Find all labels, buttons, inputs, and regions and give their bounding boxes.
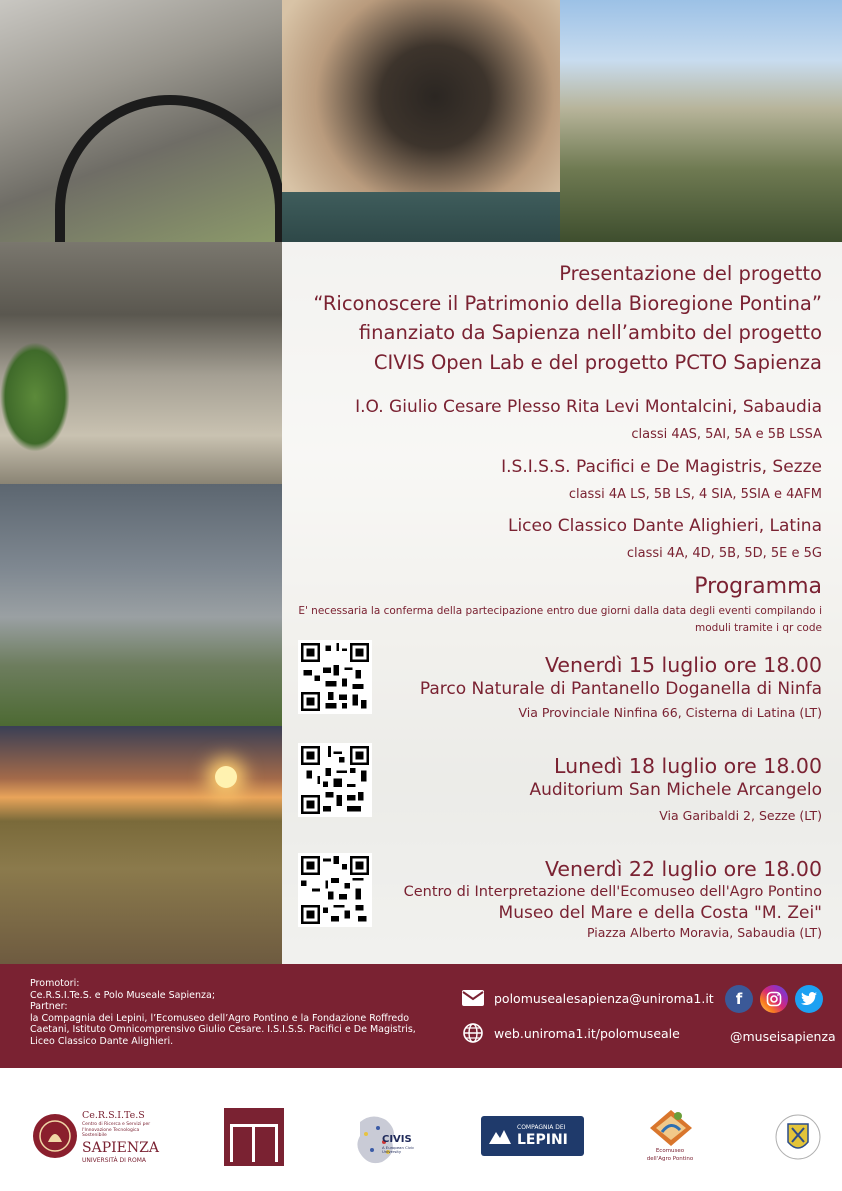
photo-misty-mountains (0, 484, 282, 726)
title-line: CIVIS Open Lab e del progetto PCTO Sapienza (373, 350, 822, 374)
partner-logos (0, 1068, 842, 1191)
school-pacifici (501, 455, 822, 505)
civis-subtitle: A European Civic University (382, 1145, 415, 1155)
school-name: I.S.I.S.S. Pacifici e De Magistris, Sezze (501, 457, 822, 477)
title-line: Presentazione del progetto (559, 262, 822, 285)
twitter-bird-glyph (801, 992, 817, 1006)
school-classes: classi 4AS, 5AI, 5A e 5B LSSA (631, 427, 822, 442)
photo-cave-interior (0, 242, 282, 484)
globe-icon (462, 1022, 484, 1044)
ecomuseo-text-2: dell'Agro Pontino (646, 1156, 694, 1162)
school-giulio-cesare (355, 395, 822, 445)
event-date: Lunedì 18 luglio ore 18.00 (554, 754, 822, 778)
event-date: Venerdì 22 luglio ore 18.00 (544, 857, 822, 881)
instagram-icon[interactable] (760, 985, 788, 1013)
event-address: Piazza Alberto Moravia, Sabaudia (LT) (587, 925, 822, 940)
logo-polo-museale (224, 1108, 284, 1166)
qr-code-event-3[interactable] (298, 853, 372, 927)
logo-fondazione-caetani (774, 1108, 822, 1166)
sapienza-subtitle: UNIVERSITÀ DI ROMA (82, 1157, 146, 1164)
footer-credits (30, 978, 440, 1048)
water-shape (282, 192, 560, 242)
logo-civis (352, 1112, 432, 1166)
plant-shape (0, 342, 70, 452)
event-place: Auditorium San Michele Arcangelo (529, 780, 822, 800)
mountains-icon (489, 1126, 511, 1146)
event-place: Parco Naturale di Pantanello Doganella di Ninfa (419, 679, 822, 699)
event-date: Venerdì 15 luglio ore 18.00 (544, 653, 822, 677)
school-classes: classi 4A LS, 5B LS, 4 SIA, 5SIA e 4AFM (568, 487, 822, 502)
event-1 (420, 652, 822, 722)
title-line: “Riconoscere il Patrimonio della Bioregione Pontina” (313, 291, 822, 315)
school-name: Liceo Classico Dante Alighieri, Latina (507, 516, 822, 536)
cersites-name: Ce.R.S.I.Te.S (82, 1110, 145, 1121)
ecomuseo-mark-icon (648, 1108, 694, 1148)
footer-band (0, 964, 842, 1068)
school-dante-alighieri (508, 514, 822, 564)
cersites-subtitle: Centro di Ricerca e Servizi per l'Innovazione Tecnologica Sostenibile (82, 1122, 151, 1138)
program-title: Programma (694, 574, 822, 599)
email-link[interactable]: polomusealesapienza@uniroma1.it (494, 990, 714, 1006)
lepini-top-text: COMPAGNIA DEI (517, 1124, 566, 1131)
promoters-label: Promotori: (30, 978, 80, 989)
sun-shape (215, 766, 237, 788)
logo-ecomuseo (640, 1108, 700, 1168)
project-title (262, 259, 822, 377)
photo-sea-cave (282, 0, 560, 242)
title-line: finanziato da Sapienza nell’ambito del progetto (358, 321, 822, 344)
website-contact[interactable] (462, 1022, 680, 1044)
event-place: Museo del Mare e della Costa "M. Zei" (498, 903, 822, 923)
promoters-text: Ce.R.S.I.Te.S. e Polo Museale Sapienza; (30, 989, 216, 1001)
event-address: Via Provinciale Ninfina 66, Cisterna di Latina (LT) (518, 705, 822, 720)
event-2 (529, 753, 822, 825)
school-name: I.O. Giulio Cesare Plesso Rita Levi Montalcini, Sabaudia (355, 397, 822, 417)
social-handle[interactable]: @museisapienza (730, 1029, 836, 1044)
event-address: Via Garibaldi 2, Sezze (LT) (659, 808, 822, 823)
lepini-name: LEPINI (517, 1132, 568, 1148)
logo-compagnia-lepini (481, 1116, 584, 1156)
twitter-icon[interactable] (795, 985, 823, 1013)
qr-code-icon (301, 746, 369, 814)
qr-code-icon (301, 856, 369, 924)
qr-code-icon (301, 643, 369, 711)
website-link[interactable]: web.uniroma1.it/polomuseale (494, 1025, 680, 1041)
polo-m-stroke (252, 1126, 255, 1162)
program-note: E' necessaria la conferma della partecipazione entro due giorni dalla data degli eventi compilando i moduli tramite i qr code (298, 605, 822, 634)
civis-name: CIVIS (382, 1134, 412, 1145)
caetani-crest-icon (774, 1108, 822, 1166)
ecomuseo-text-1: Ecomuseo (655, 1148, 685, 1154)
partners-label: Partner: (30, 1001, 68, 1013)
school-classes: classi 4A, 4D, 5B, 5D, 5E e 5G (626, 546, 822, 561)
photo-hill-landscape (560, 0, 842, 242)
sapienza-seal-icon (32, 1108, 78, 1164)
facebook-icon[interactable]: f (725, 985, 753, 1013)
partners-text: la Compagnia dei Lepini, l’Ecomuseo dell’Agro Pontino e la Fondazione Roffredo Caetani, Istituto Omnicomprensivo Giulio Cesare. I.S.I.S.S. Pacifici e De Magistris, Liceo Classico Dante Alighieri. (30, 1012, 416, 1047)
email-contact[interactable] (462, 990, 714, 1006)
arch-shape (55, 95, 282, 242)
qr-code-event-2[interactable] (298, 743, 372, 817)
sapienza-name: SAPIENZA (82, 1140, 159, 1156)
instagram-glyph (766, 991, 782, 1007)
event-place-secondary: Centro di Interpretazione dell'Ecomuseo dell'Agro Pontino (403, 884, 822, 900)
logo-sapienza-cersites (32, 1108, 159, 1168)
photo-stone-arch (0, 0, 282, 242)
event-3 (404, 856, 822, 942)
qr-code-event-1[interactable] (298, 640, 372, 714)
photo-sunset-ruins (0, 726, 282, 964)
envelope-icon (462, 990, 484, 1006)
